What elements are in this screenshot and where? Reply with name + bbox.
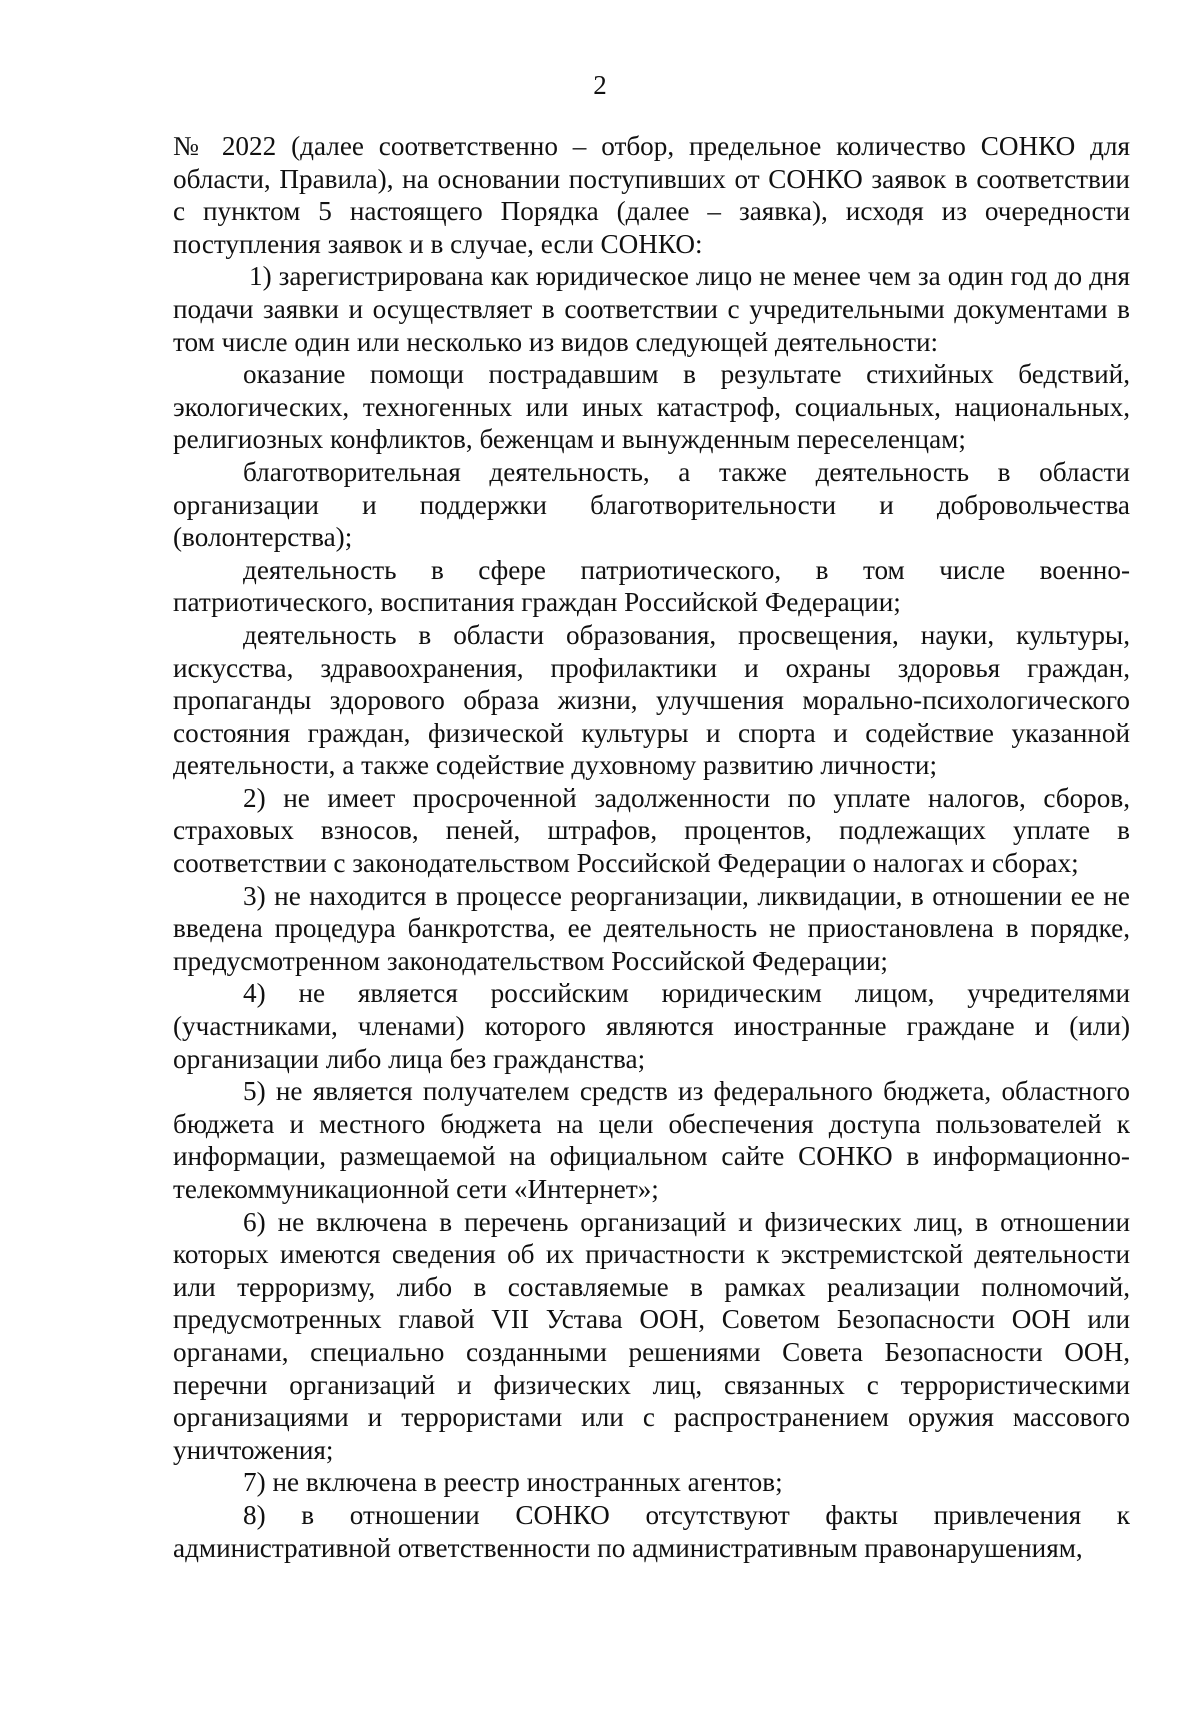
paragraph-activity-education: деятельность в области образования, просвещения, науки, культуры, искусства, здравоохранения, профилактики и охраны здоровья граждан, пропаганды здорового образа жизни, улучшения морально-психологического состояния граждан, физической культуры и спорта и содействие указанной деятельности, а также содействие духовному развитию личности; bbox=[173, 619, 1130, 781]
paragraph-item-8: 8) в отношении СОНКО отсутствуют факты привлечения к административной ответственности по административным правонарушениям, bbox=[173, 1499, 1130, 1563]
paragraph-item-2: 2) не имеет просроченной задолженности по уплате налогов, сборов, страховых взносов, пеней, штрафов, процентов, подлежащих уплате в соответствии с законодательством Российской Федерации о налогах и сборах; bbox=[173, 782, 1130, 879]
paragraph-item-5: 5) не является получателем средств из федерального бюджета, областного бюджета и местного бюджета на цели обеспечения доступа пользователей к информации, размещаемой на официальном сайте СОНКО в информационно-телекоммуникационной сети «Интернет»; bbox=[173, 1076, 1130, 1204]
page-number: 2 bbox=[593, 70, 607, 100]
paragraph-item-1: 1) зарегистрирована как юридическое лицо не менее чем за один год до дня подачи заявки и осуществляет в соответствии с учредительными документами в том числе один или несколько из видов следующей деятельности: bbox=[173, 261, 1130, 357]
paragraph-activity-help: оказание помощи пострадавшим в результате стихийных бедствий, экологических, техногенных или иных катастроф, социальных, национальных, религиозных конфликтов, беженцам и вынужденным переселенцам; bbox=[173, 359, 1130, 455]
paragraph-intro: № 2022 (далее соответственно – отбор, предельное количество СОНКО для области, Правила), на основании поступивших от СОНКО заявок в соответствии с пунктом 5 настоящего Порядка (далее – заявка), исходя из очередности поступления заявок и в случае, если СОНКО: bbox=[173, 131, 1130, 259]
paragraph-item-7: 7) не включена в реестр иностранных агентов; bbox=[243, 1467, 783, 1498]
paragraph-item-4: 4) не является российским юридическим лицом, учредителями (участниками, членами) которого являются иностранные граждане и (или) организации либо лица без гражданства; bbox=[173, 978, 1130, 1074]
document-body bbox=[173, 130, 1130, 1564]
paragraph-activity-patriotic: деятельность в сфере патриотического, в том числе военно-патриотического, воспитания граждан Российской Федерации; bbox=[173, 554, 1130, 618]
paragraph-item-6: 6) не включена в перечень организаций и физических лиц, в отношении которых имеются сведения об их причастности к экстремистской деятельности или терроризму, либо в составляемые в рамках реализации полномочий, предусмотренных главой VII Устава ООН, Советом Безопасности ООН или органами, специально созданными решениями Совета Безопасности ООН, перечни организаций и физических лиц, связанных с террористическими организациями и террористами или с распространением оружия массового уничтожения; bbox=[173, 1206, 1130, 1465]
paragraph-item-3: 3) не находится в процессе реорганизации, ликвидации, в отношении ее не введена процедура банкротства, ее деятельность не приостановлена в порядке, предусмотренном законодательством Российской Федерации; bbox=[173, 880, 1130, 976]
paragraph-activity-charity: благотворительная деятельность, а также деятельность в области организации и поддержки благотворительности и добровольчества (волонтерства); bbox=[173, 456, 1130, 553]
